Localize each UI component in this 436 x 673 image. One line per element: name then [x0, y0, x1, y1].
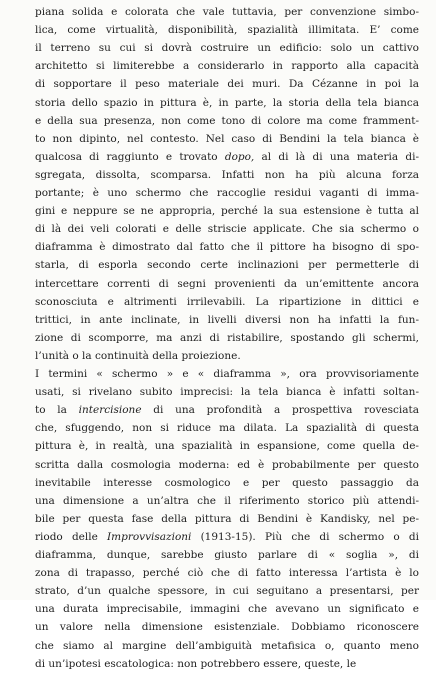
- text-segment: al di là di una materia di-: [254, 150, 419, 163]
- text-segment: qualcosa di raggiunto e trovato: [35, 150, 225, 163]
- text-segment: diaframma è dimostrato dal fatto che il pittore ha bisogno di spo-: [35, 241, 419, 254]
- text-line: [35, 655, 419, 673]
- text-segment: portante; è uno schermo che raccoglie residui vaganti di imma-: [35, 187, 419, 199]
- text-line: [35, 401, 419, 419]
- italic-term: intercisione: [78, 404, 142, 417]
- text-segment: che siamo al margine dell’ambiguità metafisica o, quanto meno: [35, 639, 419, 652]
- text-segment: sgregata, dissolta, scomparsa. Infatti non ha più alcuna forza: [35, 168, 419, 181]
- text-segment: storia dello spazio in pittura è, in parte, la storia della tela bianca: [35, 96, 419, 109]
- text-segment: intercettare correnti di segni provenienti da un’emittente ancora: [35, 277, 419, 290]
- text-segment: zione di scomporre, ma anzi di ristabilire, spostando gli schermi,: [35, 331, 419, 344]
- text-line: [35, 130, 419, 148]
- text-line: [35, 148, 419, 166]
- text-line: [35, 184, 419, 202]
- text-segment: un valore nella dimensione esistenziale. Dobbiamo riconoscere: [35, 621, 419, 634]
- text-line: [35, 437, 419, 455]
- text-segment: trittici, in ante inclinate, in livelli diversi non ha infatti la fun-: [35, 313, 419, 326]
- text-line: [35, 528, 419, 546]
- text-segment: architetto si limiterebbe a considerarlo in rapporto alla capacità: [35, 60, 419, 73]
- text-segment: l’unità o la continuità della proiezione.: [35, 349, 241, 362]
- text-line: [35, 238, 419, 256]
- text-segment: starla, di esporla secondo certe inclinazioni per permetterle di: [35, 259, 419, 272]
- text-line: [35, 202, 419, 220]
- text-segment: sconosciuta e altrimenti irrilevabili. La ripartizione in dittici e: [35, 295, 419, 308]
- text-line: [35, 365, 419, 383]
- text-segment: di là dei veli colorati e delle striscie applicate. Che sia schermo o: [35, 223, 419, 236]
- text-line: [35, 112, 419, 130]
- text-segment: e della sua presenza, non come tono di colore ma come framment-: [35, 114, 419, 127]
- text-line: [35, 94, 419, 112]
- text-line: [35, 75, 419, 93]
- text-line: [35, 456, 419, 474]
- text-segment: inevitabile interesse cosmologico e per questo passaggio da: [35, 476, 419, 489]
- text-segment: lica, come virtualità, disponibilità, spazialità illimitata. E’ come: [35, 24, 419, 37]
- text-line: [35, 220, 419, 238]
- text-line: [35, 383, 419, 401]
- text-segment: zona di trapasso, perché ciò che di fatto interessa l’artista è lo: [35, 567, 419, 580]
- text-line: [35, 3, 419, 21]
- text-line: [35, 21, 419, 39]
- text-line: [35, 293, 419, 311]
- text-segment: che, sfuggendo, non si riduce ma dilata. La spazialità di questa: [35, 422, 419, 435]
- text-line: [35, 637, 419, 655]
- text-segment: riodo delle: [35, 530, 108, 543]
- text-segment: pittura è, in realtà, una spazialità in espansione, come quella de-: [35, 440, 419, 453]
- text-line: [35, 275, 419, 293]
- text-segment: usati, si rivelano subito imprecisi: la tela bianca è infatti soltan-: [35, 386, 419, 399]
- text-line: [35, 618, 419, 636]
- text-line: [35, 329, 419, 347]
- text-line: [35, 166, 419, 184]
- text-segment: bile per questa fase della pittura di Bendini è Kandisky, nel pe-: [35, 512, 419, 525]
- text-line: [35, 582, 419, 600]
- text-line: [35, 311, 419, 329]
- text-line: [35, 510, 419, 528]
- text-segment: diaframma, dunque, sarebbe giusto parlare di « soglia », di: [35, 549, 419, 561]
- text-line: [35, 39, 419, 57]
- text-line: [35, 347, 419, 365]
- text-segment: strato, d’un qualche spessore, in cui seguitano a presentarsi, per: [35, 585, 419, 598]
- text-segment: una dimensione a un’altra che il riferimento storico più attendi-: [35, 494, 419, 507]
- text-line: [35, 492, 419, 510]
- text-line: [35, 419, 419, 437]
- text-segment: gini e neppure se ne appropria, perché la sua estensione è tutta al: [35, 205, 419, 218]
- text-segment: di sopportare il peso materiale dei muri. Da Cézanne in poi la: [35, 78, 419, 91]
- text-segment: (1913-15). Più che di schermo o di: [191, 530, 419, 543]
- text-segment: una durata imprecisabile, immagini che avevano un significato e: [35, 603, 419, 616]
- text-line: [35, 57, 419, 75]
- text-line: [35, 546, 419, 564]
- text-segment: to non dipinto, nel contesto. Nel caso di Bendini la tela bianca è: [35, 132, 419, 145]
- text-segment: piana solida e colorata che vale tuttavia, per convenzione simbo-: [35, 6, 419, 18]
- italic-term: dopo,: [224, 150, 255, 163]
- text-segment: di una profondità a prospettiva rovesciata: [141, 404, 419, 417]
- text-line: [35, 564, 419, 582]
- text-line: [35, 474, 419, 492]
- text-line: [35, 600, 419, 618]
- text-line: [35, 256, 419, 274]
- text-segment: scritta dalla cosmologia moderna: ed è probabilmente per questo: [35, 458, 419, 471]
- text-segment: I termini « schermo » e « diaframma », ora provvisoriamente: [35, 368, 419, 380]
- text-segment: di un’ipotesi escatologica: non potrebbero essere, queste, le: [35, 657, 357, 670]
- italic-term: Improvvisazioni: [107, 530, 192, 543]
- text-segment: to la: [35, 404, 79, 417]
- text-segment: il terreno su cui si dovrà costruire un edificio: solo un cattivo: [35, 42, 419, 55]
